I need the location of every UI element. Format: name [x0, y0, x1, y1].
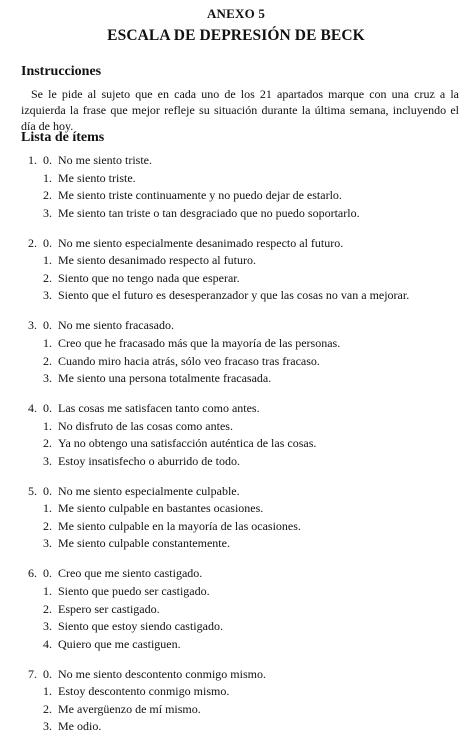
option-text: Me siento triste continuamente y no puedo dejar de estarlo.	[58, 188, 342, 203]
item-number: 6.	[28, 566, 37, 581]
item-group	[0, 400, 472, 470]
item-option	[0, 500, 472, 518]
option-number: 2.	[43, 353, 52, 368]
option-text: Me siento culpable en la mayoría de las ocasiones.	[58, 518, 301, 533]
option-number: 1.	[43, 335, 52, 350]
option-text: Siento que puedo ser castigado.	[58, 583, 210, 598]
item-option	[0, 518, 472, 536]
item-option	[0, 583, 472, 601]
instructions-heading: Instrucciones	[21, 64, 102, 79]
item-list-heading: Lista de ítems	[21, 130, 105, 145]
option-number: 3.	[43, 288, 52, 303]
option-text: No me siento fracasado.	[58, 318, 174, 333]
item-group	[0, 483, 472, 553]
item-option	[0, 370, 472, 388]
item-option	[0, 483, 472, 501]
item-option	[0, 453, 472, 471]
option-text: Me avergüenzo de mí mismo.	[58, 701, 201, 716]
item-number: 5.	[28, 483, 37, 498]
item-option	[0, 636, 472, 654]
item-option	[0, 152, 472, 170]
item-group	[0, 666, 472, 736]
item-option	[0, 701, 472, 719]
option-text: Siento que el futuro es desesperanzador y que las cosas no van a mejorar.	[58, 288, 410, 303]
option-number: 1.	[43, 684, 52, 699]
option-number: 0.	[43, 318, 52, 333]
document-title: ESCALA DE DEPRESIÓN DE BECK	[107, 27, 365, 44]
item-option	[0, 252, 472, 270]
option-number: 1.	[43, 418, 52, 433]
option-number: 2.	[43, 518, 52, 533]
option-text: Ya no obtengo una satisfacción auténtica de las cosas.	[58, 436, 317, 451]
item-option	[0, 400, 472, 418]
item-number: 4.	[28, 401, 37, 416]
option-number: 0.	[43, 483, 52, 498]
option-text: Espero ser castigado.	[58, 601, 160, 616]
option-number: 1.	[43, 583, 52, 598]
item-group	[0, 317, 472, 387]
option-text: Me siento culpable en bastantes ocasiones.	[58, 501, 264, 516]
option-text: Me siento desanimado respecto al futuro.	[58, 253, 256, 268]
option-number: 2.	[43, 701, 52, 716]
item-number: 3.	[28, 318, 37, 333]
option-text: Me siento una persona totalmente fracasada.	[58, 371, 272, 386]
item-option	[0, 335, 472, 353]
item-option	[0, 353, 472, 371]
item-option	[0, 270, 472, 288]
item-group	[0, 235, 472, 305]
item-option	[0, 435, 472, 453]
item-option	[0, 718, 472, 736]
item-group	[0, 565, 472, 653]
option-text: Me odio.	[58, 719, 102, 734]
option-text: Estoy descontento conmigo mismo.	[58, 684, 230, 699]
option-number: 2.	[43, 188, 52, 203]
item-group	[0, 152, 472, 222]
option-number: 2.	[43, 270, 52, 285]
option-text: Creo que me siento castigado.	[58, 566, 203, 581]
option-text: Cuando miro hacia atrás, sólo veo fracaso tras fracaso.	[58, 353, 320, 368]
item-option	[0, 565, 472, 583]
option-text: Me siento culpable constantemente.	[58, 536, 230, 551]
option-number: 2.	[43, 601, 52, 616]
option-number: 3.	[43, 536, 52, 551]
option-number: 1.	[43, 170, 52, 185]
option-text: Creo que he fracasado más que la mayoría de las personas.	[58, 335, 341, 350]
option-number: 3.	[43, 719, 52, 734]
option-text: Siento que no tengo nada que esperar.	[58, 270, 240, 285]
option-number: 0.	[43, 666, 52, 681]
option-number: 3.	[43, 619, 52, 634]
option-text: No disfruto de las cosas como antes.	[58, 418, 233, 433]
option-text: Siento que estoy siendo castigado.	[58, 619, 223, 634]
option-number: 3.	[43, 453, 52, 468]
option-number: 1.	[43, 253, 52, 268]
option-text: Las cosas me satisfacen tanto como antes.	[58, 401, 260, 416]
option-number: 0.	[43, 153, 52, 167]
option-text: Me siento triste.	[58, 170, 136, 185]
item-number: 7.	[28, 666, 37, 681]
option-text: No me siento triste.	[58, 153, 152, 167]
option-number: 3.	[43, 205, 52, 220]
option-text: Estoy insatisfecho o aburrido de todo.	[58, 453, 240, 468]
item-option	[0, 618, 472, 636]
item-option	[0, 187, 472, 205]
option-number: 0.	[43, 235, 52, 250]
annex-label: ANEXO 5	[206, 6, 266, 21]
option-text: Quiero que me castiguen.	[58, 636, 181, 651]
option-number: 0.	[43, 566, 52, 581]
option-number: 3.	[43, 371, 52, 386]
option-number: 4.	[43, 636, 52, 651]
item-list	[0, 152, 472, 748]
item-option	[0, 535, 472, 553]
item-option	[0, 317, 472, 335]
option-number: 0.	[43, 401, 52, 416]
item-number: 2.	[28, 235, 37, 250]
item-option	[0, 170, 472, 188]
option-text: No me siento descontento conmigo mismo.	[58, 666, 266, 681]
option-number: 2.	[43, 436, 52, 451]
option-text: Me siento tan triste o tan desgraciado que no puedo soportarlo.	[58, 205, 360, 220]
option-text: No me siento especialmente culpable.	[58, 483, 240, 498]
item-option	[0, 235, 472, 253]
instructions-text: Se le pide al sujeto que en cada uno de los 21 apartados marque con una cruz a la izquierda la frase que mejor refleje su situación durante la última semana, incluyendo el día de hoy.	[21, 87, 459, 133]
item-option	[0, 418, 472, 436]
item-option	[0, 205, 472, 223]
item-option	[0, 683, 472, 701]
item-number: 1.	[28, 153, 37, 167]
item-option	[0, 601, 472, 619]
option-number: 1.	[43, 501, 52, 516]
option-text: No me siento especialmente desanimado respecto al futuro.	[58, 235, 344, 250]
item-option	[0, 287, 472, 305]
